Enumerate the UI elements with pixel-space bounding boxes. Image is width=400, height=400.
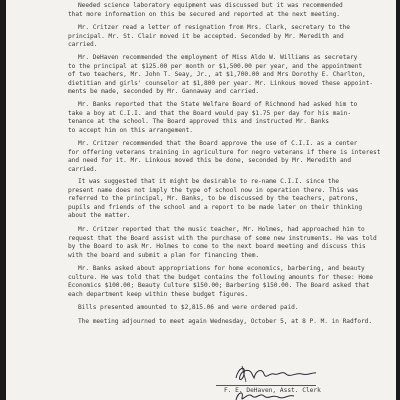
text-line: Mr. Banks reported that the State Welfare Board of Richmond had asked him to (78, 101, 358, 108)
handwritten-signature (216, 360, 356, 388)
signature-line (216, 385, 316, 386)
text-line: ments be made, seconded by Mr. Gannaway and carried. (68, 88, 260, 96)
paragraph-music-instruments (68, 226, 388, 260)
text-line: Needed science laboratory equipment was discussed but it was recommended (78, 2, 343, 9)
text-line: dietitian and girls' counselor at $1,800 per year. Mr. Linkous moved these appoint- (68, 79, 374, 87)
text-line: Mr. Critzer recommended that the Board approve the use of C.I.I. as a center (78, 140, 358, 147)
text-line: Economics $100.00; Beauty Culture $150.00; Barbering $150.00. The Board asked that (68, 282, 370, 290)
text-line: take a boy at C.I.I. and that the Board would pay $1.75 per day for his main- (68, 109, 351, 117)
text-line: tenance at the school. The Board approved this and instructed Mr. Banks (68, 118, 329, 126)
text-line: It was suggested that it might be desirable to re-name C.I.I. since the (78, 178, 339, 185)
paragraph-resignation (68, 24, 388, 50)
paragraph-adjournment (68, 318, 388, 327)
text-line: request that the Board assist with the purchase of some new instruments. He was told (68, 234, 377, 242)
text-line: carried. (68, 41, 98, 49)
paragraph-science-equipment (68, 2, 388, 19)
paragraph-employment (68, 54, 388, 97)
text-line: with the board and submit a plan for financing them. (68, 251, 260, 259)
text-line: of two teachers, Mr. John T. Seay, Jr., at $1,700.00 and Mrs Dorothy E. Charlton, (68, 71, 366, 79)
second-signature (228, 388, 348, 400)
text-line: Mr. Critzer reported that the music teacher, Mr. Holmes, had approached him to (78, 226, 365, 233)
text-line: culture. He was told that the budget contains the following amounts for these: Home (68, 273, 374, 281)
text-line: present name does not imply the type of school now in operation there. This was (68, 186, 359, 194)
paragraph-rename-school (68, 178, 388, 221)
text-line: Mr. Critzer read a letter of resignation from Mrs. Clark, secretary to the (78, 24, 350, 31)
paragraph-appropriations (68, 265, 388, 299)
text-line: about the matter. (68, 212, 131, 220)
paragraph-veterans-training (68, 140, 388, 174)
text-line: for offering veterans training in agriculture for negro veterans if there is interest (68, 148, 381, 156)
text-line: each department keep within these budget figures. (68, 290, 249, 298)
text-line: carried. (68, 165, 98, 173)
paragraph-bills (68, 304, 388, 313)
text-line: to the principal at $125.00 per month or $1,500.00 per year, and the appointment (68, 62, 363, 70)
text-line: Mr. Banks asked about appropriations for home economics, barbering, and beauty (78, 265, 365, 272)
text-line: and need for it. Mr. Linkous moved this be done, seconded by Mr. Meredith and (68, 157, 351, 165)
text-line: to accept him on this arrangement. (68, 126, 193, 134)
text-line: Mr. DeHaven recommended the employment of Miss Aldo W. Williams as secretary (78, 54, 358, 61)
signature-printed-name: F. E. DeHaven, Asst. Clerk (224, 387, 321, 394)
text-line: referred to the principal, Mr. Banks, to be discussed by the teachers, patrons, (68, 195, 359, 203)
text-line: that more information on this be secured and reported at the next meeting. (68, 10, 340, 18)
paragraph-welfare-board (68, 101, 388, 135)
text-line: The meeting adjourned to meet again Wednesday, October 5, at 8 P. M. in Radford. (78, 318, 373, 325)
text-line: pupils and friends of the school and a report to be made later on their thinking (68, 203, 363, 211)
text-line: Bills presented amounted to $2,815.06 and were ordered paid. (78, 304, 299, 311)
text-line: principal. Mr. St. Clair moved it be accepted. Seconded by Mr. Meredith and (68, 32, 344, 40)
text-line: by the Board to ask Mr. Holmes to come to the next board meeting and discuss this (68, 243, 366, 251)
document-page (6, 0, 396, 400)
